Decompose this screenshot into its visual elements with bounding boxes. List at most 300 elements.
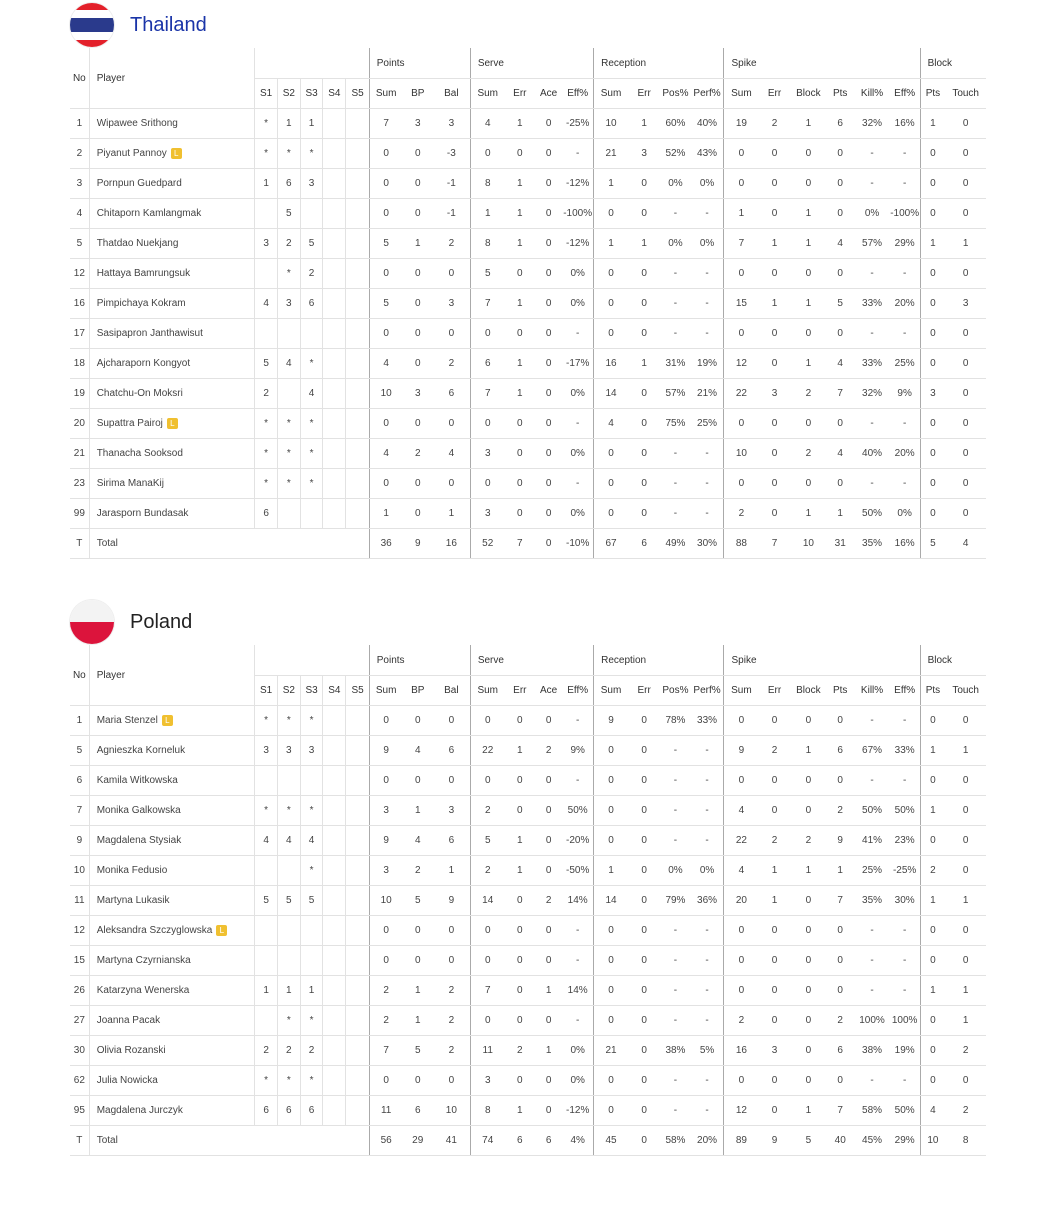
stat-reception-0: 0 [594,946,628,976]
player-name[interactable]: Maria Stenzel [96,715,158,726]
stat-serve-3: 14% [562,976,593,1006]
stat-points-1: 1 [403,229,433,259]
stat-spike-0: 22 [724,379,758,409]
player-name[interactable]: Pornpun Guedpard [96,178,182,189]
stat-sets-4 [346,379,369,409]
stat-reception-0: 0 [594,916,628,946]
subheader-block-1: Touch [945,676,986,706]
stat-spike-1: 1 [758,289,790,319]
player-name[interactable]: Joanna Pacak [96,1015,161,1026]
stat-spike-3: 6 [826,736,854,766]
stat-spike-3: 2 [826,796,854,826]
table-row[interactable] [70,259,986,289]
stat-spike-3: 0 [826,199,854,229]
stat-points-0: 0 [369,259,402,289]
stat-spike-0: 2 [724,499,758,529]
stat-serve-1: 1 [505,199,535,229]
stat-block-1: 1 [945,886,986,916]
stat-reception-3: - [691,796,724,826]
stat-serve-1: 0 [505,1066,535,1096]
stat-spike-5: 25% [890,349,920,379]
stat-reception-3: 25% [691,409,724,439]
stat-points-1: 0 [403,916,433,946]
stat-sets-3 [323,499,346,529]
stat-reception-3: - [691,1006,724,1036]
team-header [70,599,192,645]
stat-serve-0: 11 [470,1036,504,1066]
stat-spike-1: 1 [758,229,790,259]
stat-points-0: 3 [369,796,402,826]
stat-spike-3: 0 [826,916,854,946]
player-cell [89,1066,255,1096]
stat-sets-1 [277,856,300,886]
stat-spike-0: 19 [724,109,758,139]
stat-sets-1: 4 [277,349,300,379]
stat-reception-0: 0 [594,319,628,349]
stat-serve-3: -100% [562,199,593,229]
subheader-reception-2: Pos% [660,676,690,706]
stat-spike-0: 22 [724,826,758,856]
stat-points-1: 0 [403,1066,433,1096]
stat-serve-0: 0 [470,469,504,499]
total-reception-2: 49% [660,529,690,559]
stat-block-0: 0 [920,469,945,499]
stat-sets-2: * [300,1066,322,1096]
stat-reception-0: 21 [594,1036,628,1066]
total-serve-0: 74 [470,1126,504,1156]
stat-spike-0: 0 [724,409,758,439]
subheader-reception-3: Perf% [691,676,724,706]
player-name[interactable]: Martyna Lukasik [96,895,170,906]
stat-spike-0: 12 [724,1096,758,1126]
stat-reception-3: 0% [691,229,724,259]
stat-reception-0: 0 [594,976,628,1006]
stat-serve-1: 0 [505,886,535,916]
player-number: 23 [70,469,89,499]
stat-serve-1: 1 [505,289,535,319]
col-player-header: Player [89,645,255,706]
player-name[interactable]: Wipawee Srithong [96,118,178,129]
player-name[interactable]: Piyanut Pannoy [96,148,167,159]
subheader-reception-0: Sum [594,79,628,109]
stat-spike-4: - [854,259,889,289]
table-row[interactable] [70,946,986,976]
stat-spike-1: 0 [758,1066,790,1096]
stat-spike-0: 0 [724,946,758,976]
stat-sets-3 [323,229,346,259]
stat-sets-2: 1 [300,109,322,139]
stat-sets-0 [255,319,277,349]
stat-sets-1: 4 [277,826,300,856]
stat-reception-1: 0 [628,886,660,916]
stat-points-0: 7 [369,109,402,139]
stat-serve-1: 0 [505,319,535,349]
stat-sets-3 [323,886,346,916]
table-row[interactable] [70,469,986,499]
group-header-points: Points [369,645,470,676]
stat-sets-0 [255,916,277,946]
stat-spike-5: 23% [890,826,920,856]
stat-serve-3: -20% [562,826,593,856]
stat-points-0: 3 [369,856,402,886]
stat-reception-3: - [691,199,724,229]
player-name[interactable]: Olivia Rozanski [96,1045,166,1056]
table-row[interactable] [70,109,986,139]
stat-serve-2: 0 [535,229,562,259]
subheader-serve-2: Ace [535,676,562,706]
table-row[interactable] [70,976,986,1006]
player-name[interactable]: Katarzyna Wenerska [96,985,190,996]
stat-serve-3: - [562,139,593,169]
player-cell [89,796,255,826]
stat-reception-1: 1 [628,109,660,139]
team-name[interactable]: Poland [130,610,193,633]
player-name[interactable]: Julia Nowicka [96,1075,158,1086]
stat-spike-1: 0 [758,1006,790,1036]
stat-reception-2: - [660,1006,690,1036]
stat-serve-0: 6 [470,349,504,379]
stat-reception-3: - [691,736,724,766]
table-row[interactable] [70,379,986,409]
player-number: 30 [70,1036,89,1066]
player-number: 21 [70,439,89,469]
stat-spike-4: 41% [854,826,889,856]
stat-points-0: 11 [369,1096,402,1126]
total-spike-1: 7 [758,529,790,559]
stat-points-0: 0 [369,139,402,169]
stat-reception-1: 3 [628,139,660,169]
player-number: 7 [70,796,89,826]
table-row[interactable] [70,916,986,946]
stat-sets-4 [346,349,369,379]
player-cell [89,319,255,349]
stat-serve-3: 50% [562,796,593,826]
stat-spike-2: 0 [791,469,826,499]
stat-sets-2: 5 [300,229,322,259]
stat-reception-3: 33% [691,706,724,736]
stat-sets-1: * [277,1006,300,1036]
player-name[interactable]: Supattra Pairoj [96,418,163,429]
table-row[interactable] [70,139,986,169]
stat-block-1: 0 [945,379,986,409]
stat-sets-4 [346,826,369,856]
stat-sets-0: 5 [255,886,277,916]
stat-reception-1: 0 [628,409,660,439]
stat-serve-0: 7 [470,289,504,319]
total-reception-0: 67 [594,529,628,559]
total-spike-2: 10 [791,529,826,559]
table-row[interactable] [70,736,986,766]
table-row[interactable] [70,1006,986,1036]
stat-reception-1: 0 [628,169,660,199]
stat-spike-4: - [854,139,889,169]
stat-sets-1 [277,319,300,349]
stat-points-0: 7 [369,1036,402,1066]
table-row[interactable] [70,289,986,319]
stat-block-0: 0 [920,289,945,319]
sets-group-header [255,645,369,676]
stat-spike-5: 19% [890,1036,920,1066]
table-row[interactable] [70,826,986,856]
flag-stripe [70,40,114,47]
stat-serve-1: 0 [505,766,535,796]
player-name[interactable]: Sasipapron Janthawisut [96,328,203,339]
stat-serve-3: -50% [562,856,593,886]
stat-serve-2: 0 [535,289,562,319]
stat-reception-2: - [660,469,690,499]
team-name[interactable]: Thailand [130,13,207,36]
subheader-serve-1: Err [505,79,535,109]
stat-spike-5: 20% [890,439,920,469]
stat-spike-5: -100% [890,199,920,229]
stat-serve-0: 3 [470,1066,504,1096]
stat-spike-4: 38% [854,1036,889,1066]
stat-serve-0: 5 [470,826,504,856]
stat-reception-3: - [691,259,724,289]
stat-points-1: 0 [403,199,433,229]
stat-points-1: 0 [403,409,433,439]
stat-points-2: 2 [433,1006,470,1036]
player-name[interactable]: Hattaya Bamrungsuk [96,268,191,279]
stat-spike-4: - [854,409,889,439]
table-row[interactable] [70,1066,986,1096]
stat-spike-0: 0 [724,259,758,289]
stat-reception-3: - [691,469,724,499]
stat-serve-0: 0 [470,946,504,976]
stat-reception-2: 75% [660,409,690,439]
table-row[interactable] [70,796,986,826]
stat-reception-0: 0 [594,766,628,796]
stat-serve-1: 0 [505,946,535,976]
stat-sets-4 [346,856,369,886]
stat-sets-2: 6 [300,289,322,319]
stat-reception-0: 4 [594,409,628,439]
stat-points-1: 0 [403,319,433,349]
stat-sets-2: * [300,706,322,736]
stat-reception-0: 0 [594,499,628,529]
stat-sets-1: 5 [277,199,300,229]
table-row[interactable] [70,886,986,916]
player-name[interactable]: Ajcharaporn Kongyot [96,358,191,369]
player-number: 1 [70,109,89,139]
stat-reception-0: 10 [594,109,628,139]
subheader-spike-1: Err [758,676,790,706]
stat-sets-0: * [255,706,277,736]
stat-points-0: 0 [369,1066,402,1096]
stat-reception-0: 0 [594,796,628,826]
stat-reception-1: 0 [628,439,660,469]
stat-serve-3: -12% [562,169,593,199]
stat-points-2: 2 [433,976,470,1006]
player-name[interactable]: Magdalena Stysiak [96,835,182,846]
stat-sets-3 [323,1006,346,1036]
stat-spike-2: 0 [791,916,826,946]
player-name[interactable]: Thatdao Nuekjang [96,238,179,249]
player-cell [89,946,255,976]
total-reception-1: 6 [628,529,660,559]
total-spike-0: 89 [724,1126,758,1156]
stat-sets-1: * [277,1066,300,1096]
player-name[interactable]: Magdalena Jurczyk [96,1105,183,1116]
player-cell [89,289,255,319]
table-row[interactable] [70,409,986,439]
subheader-sets-0: S1 [255,676,277,706]
stat-spike-5: - [890,916,920,946]
player-number: 16 [70,289,89,319]
stat-serve-2: 0 [535,169,562,199]
total-spike-1: 9 [758,1126,790,1156]
stat-spike-5: 9% [890,379,920,409]
table-row[interactable] [70,1096,986,1126]
subheader-spike-0: Sum [724,79,758,109]
stat-points-1: 4 [403,826,433,856]
player-name[interactable]: Thanacha Sooksod [96,448,183,459]
stat-spike-5: 100% [890,1006,920,1036]
table-row[interactable] [70,199,986,229]
player-name[interactable]: Kamila Witkowska [96,775,178,786]
player-name[interactable]: Monika Fedusio [96,865,168,876]
stat-spike-5: - [890,319,920,349]
total-marker: T [70,1126,89,1156]
stat-reception-0: 1 [594,229,628,259]
stat-reception-3: - [691,319,724,349]
stat-points-1: 3 [403,109,433,139]
player-cell [89,826,255,856]
stat-sets-0 [255,946,277,976]
stat-spike-0: 4 [724,856,758,886]
player-name[interactable]: Monika Galkowska [96,805,181,816]
player-name[interactable]: Agnieszka Korneluk [96,745,186,756]
stat-spike-1: 0 [758,169,790,199]
player-name[interactable]: Martyna Czyrnianska [96,955,191,966]
stat-spike-1: 0 [758,916,790,946]
subheader-points-0: Sum [369,676,402,706]
stat-sets-2: * [300,139,322,169]
stat-spike-5: - [890,169,920,199]
table-row[interactable] [70,1036,986,1066]
table-row[interactable] [70,169,986,199]
table-row[interactable] [70,766,986,796]
player-name[interactable]: Chatchu-On Moksri [96,388,183,399]
stat-points-2: 0 [433,1066,470,1096]
stat-spike-4: 32% [854,379,889,409]
stat-reception-0: 0 [594,1006,628,1036]
stat-spike-2: 0 [791,976,826,1006]
stat-spike-2: 0 [791,886,826,916]
stat-spike-4: - [854,976,889,1006]
stat-reception-2: 0% [660,856,690,886]
stat-reception-1: 0 [628,736,660,766]
stat-spike-4: 57% [854,229,889,259]
stat-sets-3 [323,766,346,796]
stat-sets-4 [346,169,369,199]
stat-spike-1: 1 [758,856,790,886]
stat-serve-1: 1 [505,109,535,139]
stat-spike-2: 0 [791,1066,826,1096]
subheader-spike-4: Kill% [854,676,889,706]
stat-reception-1: 0 [628,1006,660,1036]
stat-serve-3: -12% [562,1096,593,1126]
stat-points-1: 6 [403,1096,433,1126]
table-row[interactable] [70,319,986,349]
stat-serve-0: 3 [470,499,504,529]
stat-sets-1: 3 [277,289,300,319]
stat-sets-0: 2 [255,379,277,409]
sets-group-header [255,48,369,79]
stat-spike-3: 6 [826,1036,854,1066]
player-name[interactable]: Pimpichaya Kokram [96,298,186,309]
stat-sets-4 [346,409,369,439]
player-name[interactable]: Sirima ManaKij [96,478,164,489]
stat-reception-2: - [660,796,690,826]
stat-block-0: 1 [920,976,945,1006]
stat-points-1: 0 [403,289,433,319]
stat-reception-0: 9 [594,706,628,736]
player-cell [89,379,255,409]
table-row[interactable] [70,856,986,886]
subheader-sets-4: S5 [346,676,369,706]
stat-serve-1: 0 [505,499,535,529]
stat-block-0: 0 [920,259,945,289]
stat-serve-0: 0 [470,409,504,439]
stat-points-2: 1 [433,856,470,886]
stat-sets-2: * [300,439,322,469]
flag-stripe [70,10,114,17]
libero-badge: L [171,148,182,159]
table-row[interactable] [70,439,986,469]
table-row[interactable] [70,229,986,259]
table-row[interactable] [70,706,986,736]
stat-points-2: 0 [433,259,470,289]
stat-spike-0: 9 [724,736,758,766]
stat-serve-3: - [562,706,593,736]
stat-sets-2: 4 [300,826,322,856]
stat-sets-1: * [277,469,300,499]
stat-sets-3 [323,856,346,886]
player-number: 17 [70,319,89,349]
stat-spike-4: 33% [854,349,889,379]
stat-reception-1: 0 [628,379,660,409]
stat-serve-3: 0% [562,1066,593,1096]
stat-sets-3 [323,319,346,349]
stat-spike-2: 1 [791,109,826,139]
stat-spike-2: 1 [791,736,826,766]
stat-serve-3: 14% [562,886,593,916]
player-number: 26 [70,976,89,1006]
player-name[interactable]: Chitaporn Kamlangmak [96,208,202,219]
player-name[interactable]: Aleksandra Szczyglowska [96,925,213,936]
stat-spike-2: 1 [791,499,826,529]
stat-spike-0: 0 [724,319,758,349]
stat-spike-1: 2 [758,826,790,856]
group-header-reception: Reception [594,645,724,676]
stat-spike-4: 32% [854,109,889,139]
stat-serve-3: 0% [562,439,593,469]
stat-serve-0: 2 [470,856,504,886]
stat-serve-1: 1 [505,826,535,856]
libero-badge: L [162,715,173,726]
stat-spike-5: - [890,259,920,289]
stat-spike-3: 0 [826,766,854,796]
stat-sets-2: * [300,409,322,439]
table-row[interactable] [70,349,986,379]
stat-sets-3 [323,469,346,499]
table-row[interactable] [70,499,986,529]
stat-sets-2: * [300,856,322,886]
total-points-0: 36 [369,529,402,559]
stat-sets-2 [300,946,322,976]
player-name[interactable]: Jarasporn Bundasak [96,508,189,519]
